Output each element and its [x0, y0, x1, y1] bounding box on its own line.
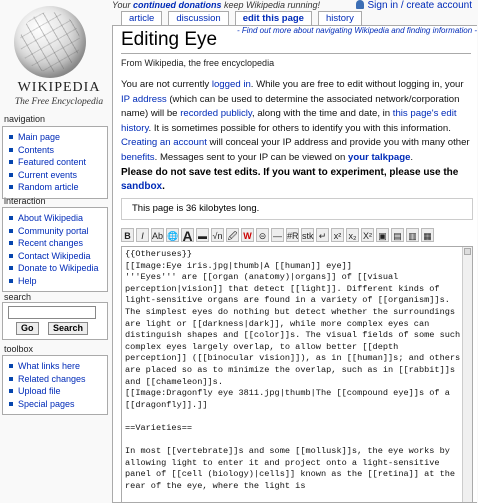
notice-text: will conceal your IP address and provide you with many other	[206, 137, 470, 149]
gallery-button[interactable]: ▣	[376, 228, 389, 242]
sidebar-link[interactable]: Recent changes	[18, 238, 84, 248]
toolbox-heading: toolbox	[4, 344, 34, 354]
navigation-heading: navigation	[4, 114, 46, 124]
go-button[interactable]: Go	[16, 322, 39, 335]
banner-suffix: keep Wikipedia running!	[221, 0, 320, 10]
bullet-icon	[9, 364, 13, 368]
redirect-button[interactable]: #R	[286, 228, 299, 242]
math-button[interactable]: √n	[211, 228, 224, 242]
sidebar-link[interactable]: Community portal	[18, 225, 89, 236]
sidebar-link[interactable]: Featured content	[18, 157, 87, 167]
edit-history-link[interactable]: this page's edit history	[121, 108, 457, 134]
sidebar-item-random-article[interactable]	[9, 181, 107, 194]
sidebar-link[interactable]: Related changes	[18, 373, 86, 384]
table-button[interactable]: ▦	[421, 228, 434, 242]
external-link-button[interactable]: 🌐	[166, 228, 179, 242]
sidebar-item-featured-content[interactable]	[9, 156, 107, 169]
interaction-heading: interaction	[4, 196, 46, 206]
bullet-icon	[9, 402, 13, 406]
scroll-up-arrow-icon[interactable]	[464, 248, 471, 255]
superscript-button[interactable]: x²	[331, 228, 344, 242]
bullet-icon	[9, 377, 13, 381]
tab-history[interactable]: history	[318, 11, 362, 25]
notice-text: , along with the time and date, in	[252, 108, 393, 120]
sidebar-link[interactable]: What links here	[18, 361, 81, 371]
bullet-icon	[9, 148, 13, 152]
sidebar-item-contents[interactable]	[9, 144, 107, 157]
anon-edit-notice	[121, 78, 471, 166]
create-account-link[interactable]: Creating an account	[121, 137, 207, 149]
page-size-notice: This page is 36 kilobytes long.	[121, 198, 473, 220]
subscript-button[interactable]: x₂	[346, 228, 359, 242]
interaction-portlet	[2, 207, 108, 292]
banner-prefix: Your	[112, 0, 134, 10]
wikitext-content[interactable]: {{Otheruses}} [[Image:Eye iris.jpg|thumb|A [[human]] eye]] '''Eyes''' are [[organ (anatomy)|organs]] of [[visual perception|vision]] that detect [[light]]. Different kinds of light-sensitive organs are found in a variety of [[organism]]s. The simplest eyes do nothing but detect whether the surroundings are light or [[darkness|dark]], while more complex eyes can distinguish shapes and [[color]]s. The visual fields of some such complex eyes largely overlap, to allow better [[depth perception]] ([[binocular vision]]), as in [[human]]s; and others are placed so as to minimize the overlap, such as in [[rabbit]]s and [[chameleon]]s. [[Image:Dragonfly eye 3811.jpg|thumb|The [[compound eye]]s of a [[dragonfly]].]] ==Varieties== In most [[vertebrate]]s and some [[mollusk]]s, the eye works by allowing light to enter it and project onto a light-sensitive panel of [[cell (biology)|cells]] known as the [[retina]] at the rear of the eye, where the light is	[125, 249, 461, 491]
recorded-publicly-link[interactable]: recorded publicly	[180, 108, 252, 120]
content-area	[112, 25, 477, 503]
search-heading: search	[4, 292, 32, 302]
warning-text: .	[162, 180, 165, 192]
strike-button[interactable]: ⊝	[256, 228, 269, 242]
wikitext-editor[interactable]	[121, 246, 473, 503]
notice-text: . It is sometimes possible for others to identify you with this information.	[148, 122, 451, 134]
sidebar-item-special-pages[interactable]	[9, 398, 107, 411]
talkpage-link[interactable]: your talkpage	[348, 151, 411, 163]
test-edit-warning	[121, 166, 471, 193]
benefits-link[interactable]: benefits	[121, 151, 155, 163]
italic-button[interactable]: I	[136, 228, 149, 242]
signin-link[interactable]: Sign in / create account	[367, 0, 472, 11]
signature-button[interactable]: W	[241, 228, 254, 242]
logo-tagline: The Free Encyclopedia	[14, 97, 104, 107]
bullet-icon	[9, 389, 13, 393]
internal-link-button[interactable]: Ab	[151, 228, 164, 242]
site-notice[interactable]: - Find out more about navigating Wikipedia and finding information -	[237, 26, 477, 35]
sidebar-item-current-events[interactable]	[9, 169, 107, 182]
site-logo[interactable]	[0, 0, 118, 112]
horizontal-line-button[interactable]: ―	[271, 228, 284, 242]
reference-button[interactable]: ▥	[406, 228, 419, 242]
sidebar-link[interactable]: About Wikipedia	[18, 213, 84, 223]
page-tabs	[121, 11, 368, 25]
line-break-button[interactable]: ↵	[316, 228, 329, 242]
login-link[interactable]: logged in	[211, 79, 251, 90]
tab-edit[interactable]: edit this page	[235, 11, 312, 25]
donation-banner	[112, 0, 320, 10]
donation-link[interactable]: continued donations	[133, 0, 222, 10]
bullet-icon	[9, 216, 13, 220]
site-subtitle: From Wikipedia, the free encyclopedia	[121, 58, 275, 68]
editor-scrollbar[interactable]	[462, 247, 472, 503]
warning-text: Please do not save test edits. If you want to experiment, please use the	[121, 167, 459, 178]
headline-button[interactable]: A	[182, 228, 193, 244]
big-superscript-button[interactable]: X²	[361, 228, 374, 242]
sidebar-item-community-portal[interactable]	[9, 225, 107, 238]
notice-text: (which can be used to determine the associated network/corporation name) will be	[121, 93, 460, 120]
comment-button[interactable]: ▤	[391, 228, 404, 242]
sidebar-link[interactable]: Random article	[18, 182, 79, 192]
sidebar-item-contact[interactable]	[9, 250, 107, 263]
sidebar-link[interactable]: Donate to Wikipedia	[18, 263, 99, 273]
sidebar-link[interactable]: Contents	[18, 144, 55, 155]
sidebar-item-donate[interactable]	[9, 262, 107, 275]
bold-button[interactable]: B	[121, 228, 134, 242]
user-icon	[356, 0, 364, 9]
personal-tools	[356, 0, 472, 11]
page-title: Editing Eye	[121, 29, 471, 54]
sidebar-link[interactable]: Special pages	[18, 398, 75, 409]
toolbox-portlet	[2, 355, 108, 415]
edit-toolbar	[121, 228, 434, 246]
bullet-icon	[9, 266, 13, 270]
bullet-icon	[9, 279, 13, 283]
sidebar-item-help[interactable]	[9, 275, 107, 288]
tab-discussion[interactable]: discussion	[168, 11, 228, 25]
notice-text: . While you are free to edit without logging in, your	[250, 79, 464, 90]
notice-text: You are not currently	[121, 79, 212, 90]
bullet-icon	[9, 173, 13, 177]
puzzle-globe-icon	[14, 6, 86, 78]
bullet-icon	[9, 135, 13, 139]
sidebar-item-related-changes[interactable]	[9, 373, 107, 386]
sidebar-link[interactable]: Upload file	[18, 386, 61, 396]
embedded-file-button[interactable]: ▬	[196, 228, 209, 242]
notice-text: .	[410, 151, 414, 163]
search-input[interactable]	[8, 306, 96, 319]
sidebar-item-recent-changes[interactable]	[9, 237, 107, 250]
nowiki-button[interactable]: 🖉	[226, 228, 239, 242]
sidebar-item-upload-file[interactable]	[9, 385, 107, 398]
logo-wordmark: WIKIPEDIA	[17, 80, 101, 95]
sidebar-item-what-links-here[interactable]	[9, 360, 107, 373]
bullet-icon	[9, 229, 13, 233]
search-button[interactable]: Search	[48, 322, 88, 335]
notice-text: . Messages sent to your IP can be viewed on	[154, 151, 349, 163]
bullet-icon	[9, 254, 13, 258]
bullet-icon	[9, 160, 13, 164]
strikethrough-button[interactable]: stk	[301, 228, 314, 242]
sidebar-item-about[interactable]	[9, 212, 107, 225]
bullet-icon	[9, 185, 13, 189]
tab-article[interactable]: article	[121, 11, 162, 25]
sidebar-item-main-page[interactable]	[9, 131, 107, 144]
ip-address-link[interactable]: IP address	[121, 93, 167, 105]
sandbox-link[interactable]: sandbox	[121, 180, 163, 192]
navigation-portlet	[2, 126, 108, 199]
sidebar-link[interactable]: Help	[18, 275, 37, 286]
sidebar-link[interactable]: Main page	[18, 132, 61, 142]
sidebar-link[interactable]: Current events	[18, 169, 78, 180]
bullet-icon	[9, 241, 13, 245]
sidebar-link[interactable]: Contact Wikipedia	[18, 250, 91, 261]
